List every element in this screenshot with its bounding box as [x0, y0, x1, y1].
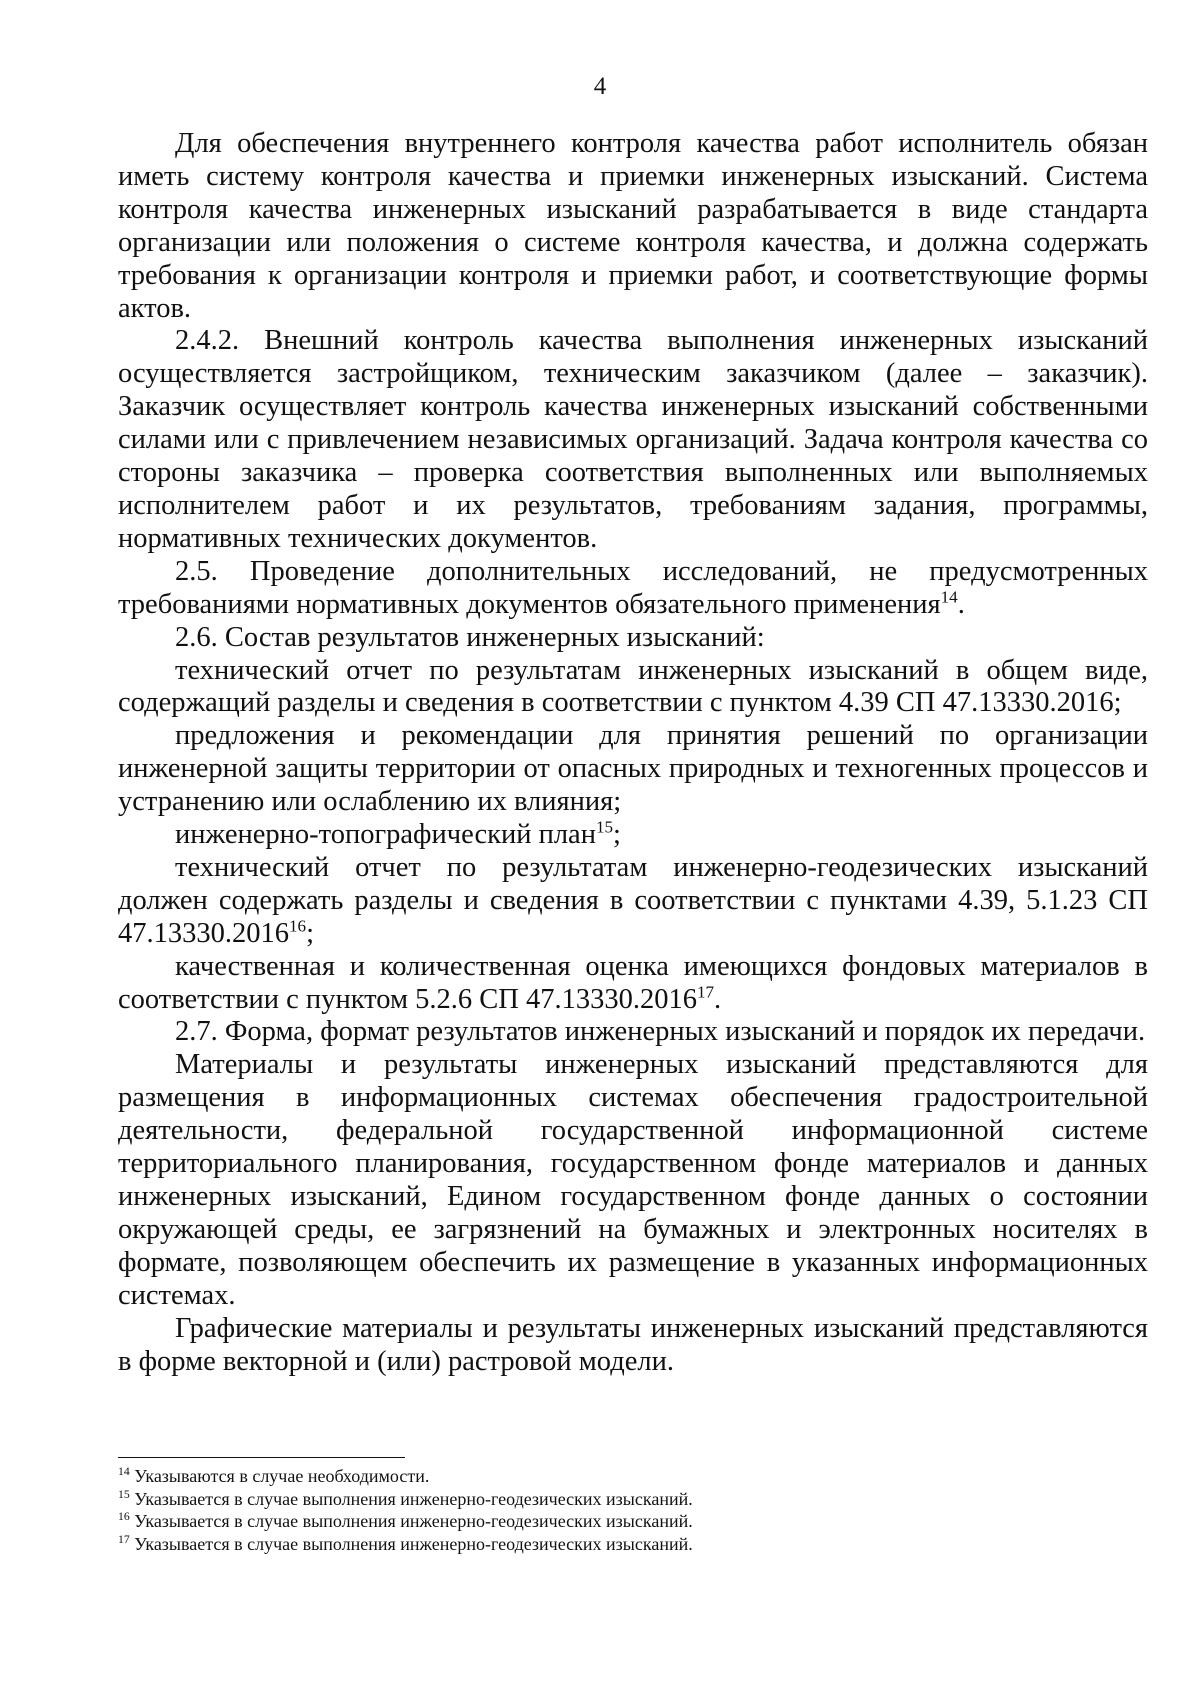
footnote-text: Указываются в случае необходимости. — [129, 1466, 430, 1486]
paragraph-2-4-2: 2.4.2. Внешний контроль качества выполнения инженерных изысканий осуществляется застройщиком, техническим заказчиком (далее – заказчик). Заказчик осуществляет контроль качества инженерных изысканий собственными силами или с привлечением независимых организаций. Задача контроля качества со стороны заказчика – проверка соответствия выполненных или выполняемых исполнителем работ и их результатов, требованиям задания, программы, нормативных технических документов. — [118, 325, 1148, 554]
footnote-number: 17 — [118, 1532, 130, 1546]
footnote-14 — [118, 1465, 1148, 1488]
list-item-fund-materials — [118, 951, 1148, 1017]
punctuation: ; — [306, 917, 315, 949]
footnote-16 — [118, 1510, 1148, 1533]
list-item-proposals: предложения и рекомендации для принятия решений по организации инженерной защиты территории от опасных природных и техногенных процессов и устранению или ослаблению их влияния; — [118, 720, 1148, 818]
document-body — [118, 128, 1148, 1378]
paragraph-text: качественная и количественная оценка имеющихся фондовых материалов в соответствии с пунктом 5.2.6 СП 47.13330.2016 — [118, 950, 1148, 1015]
footnote-15 — [118, 1488, 1148, 1511]
punctuation: ; — [613, 819, 621, 851]
paragraph-text: инженерно-топографический план — [175, 819, 596, 851]
paragraph-quality-control: Для обеспечения внутреннего контроля качества работ исполнитель обязан иметь систему контроля качества и приемки инженерных изысканий. Система контроля качества инженерных изысканий разрабатывается в виде стандарта организации или положения о системе контроля качества, и должна содержать требования к организации контроля и приемки работ, и соответствующие формы актов. — [118, 128, 1148, 324]
page-number: 4 — [593, 73, 607, 100]
footnote-17 — [118, 1533, 1148, 1556]
paragraph-graphic-materials: Графические материалы и результаты инженерных изысканий представляются в форме векторной и (или) растровой модели. — [118, 1312, 1148, 1377]
footnote-number: 14 — [118, 1465, 130, 1478]
paragraph-materials-placement: Материалы и результаты инженерных изысканий представляются для размещения в информационных системах обеспечения градостроительной деятельности, федеральной государственной информационной системе территориального планирования, государственном фонде материалов и данных инженерных изысканий, Едином государственном фонде данных о состоянии окружающей среды, ее загрязнений на бумажных и электронных носителях в формате, позволяющем обеспечить их размещение в указанных информационных системах. — [118, 1049, 1148, 1311]
paragraph-2-6: 2.6. Состав результатов инженерных изысканий: — [175, 621, 765, 653]
list-item-geodetic-report — [118, 852, 1148, 951]
paragraph-text: 2.5. Проведение дополнительных исследований, не предусмотренных требованиями нормативных документов обязательного применения — [118, 555, 1148, 620]
punctuation: . — [714, 983, 722, 1015]
list-item-technical-report: технический отчет по результатам инженерных изысканий в общем виде, содержащий разделы и сведения в соответствии с пунктом 4.39 СП 47.13330.2016; — [118, 654, 1148, 719]
footnote-ref-16[interactable]: 16 — [289, 916, 307, 936]
footnote-ref-15[interactable]: 15 — [595, 817, 614, 837]
list-item-topographic-plan — [118, 819, 1148, 852]
punctuation: . — [957, 588, 965, 620]
footnote-separator — [118, 1457, 405, 1458]
footnote-number: 16 — [118, 1510, 130, 1523]
footnote-ref-17[interactable]: 17 — [696, 982, 715, 1002]
footnote-ref-14[interactable]: 14 — [940, 587, 958, 607]
paragraph-text: технический отчет по результатам инженерно-геодезических изысканий должен содержать разделы и сведения в соответствии с пунктами 4.39, 5.1.23 СП 47.13330.2016 — [118, 851, 1148, 949]
footnote-text: Указывается в случае выполнения инженерно-геодезических изысканий. — [129, 1488, 693, 1509]
footnote-text: Указывается в случае выполнения инженерно-геодезических изысканий. — [129, 1533, 693, 1554]
paragraph-2-7: 2.7. Форма, формат результатов инженерных изысканий и порядок их передачи. — [175, 1016, 1146, 1048]
footnote-text: Указывается в случае выполнения инженерно-геодезических изысканий. — [129, 1511, 693, 1531]
footnotes — [118, 1465, 1148, 1555]
paragraph-2-5 — [118, 556, 1148, 622]
footnote-number: 15 — [118, 1487, 130, 1501]
